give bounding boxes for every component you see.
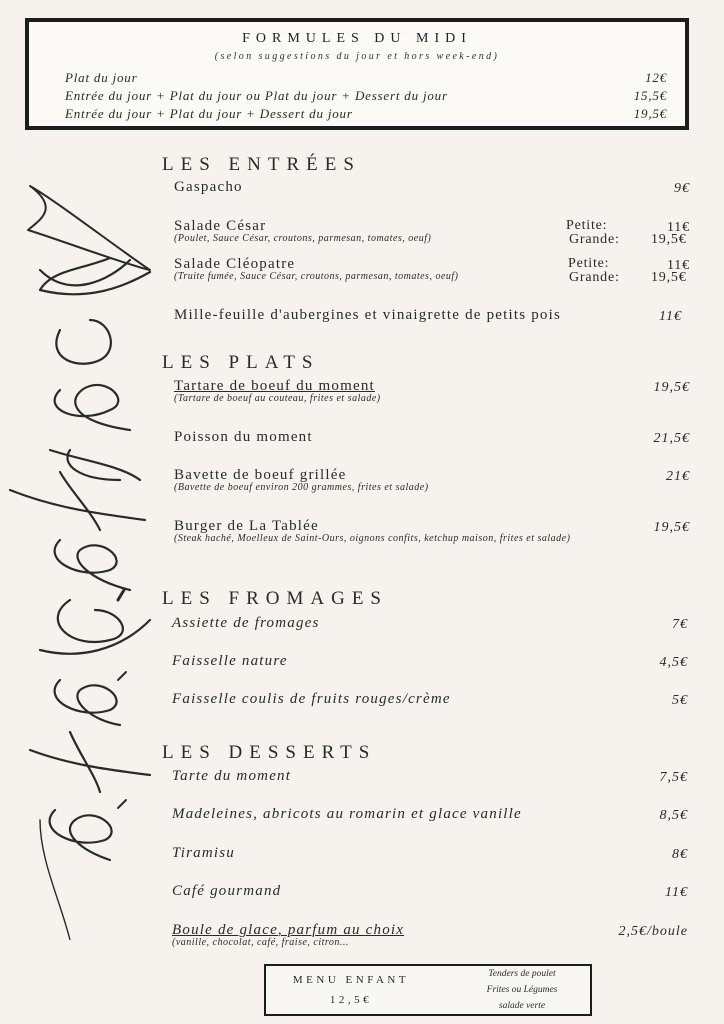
formules-box [25, 18, 689, 130]
item-price: 2,5€/boule [618, 924, 688, 939]
section-title-plats: LES PLATS [162, 352, 320, 373]
item-price: 21€ [666, 469, 690, 484]
item-description: (vanille, chocolat, café, fraise, citron... [172, 937, 349, 948]
item-description: (Poulet, Sauce César, croutons, parmesan, tomates, oeuf) [174, 233, 432, 244]
formule-price: 19,5€ [633, 106, 667, 121]
item-price: 4,5€ [659, 655, 688, 670]
section-title-fromages: LES FROMAGES [162, 588, 388, 609]
item-name: Faisselle nature [172, 653, 288, 669]
formule-label: Plat du jour [65, 70, 138, 85]
formule-row [65, 106, 667, 122]
item-price: 21,5€ [653, 431, 690, 446]
menu-item [174, 179, 694, 196]
formule-price: 12€ [645, 70, 667, 85]
section-title-desserts: LES DESSERTS [162, 742, 377, 763]
menu-enfant-line: Frites ou Légumes [486, 985, 558, 995]
formule-label: Entrée du jour + Plat du jour ou Plat du jour + Dessert du jour [65, 88, 448, 103]
item-name: Tartare de boeuf du moment [174, 378, 375, 394]
item-name: Burger de La Tablée [174, 518, 319, 534]
menu-item [172, 768, 692, 785]
item-description: (Bavette de boeuf environ 200 grammes, frites et salade) [174, 482, 429, 493]
item-price: 19,5€ [653, 520, 690, 535]
menu-enfant-line: Tenders de poulet [488, 969, 556, 979]
item-description: (Steak haché, Moelleux de Saint-Ours, oignons confits, ketchup maison, frites et salade) [174, 533, 571, 544]
menu-item [174, 467, 694, 493]
item-name: Tarte du moment [172, 768, 292, 784]
menu-item [174, 429, 694, 446]
script-title-graphic [0, 180, 160, 940]
item-name: Faisselle coulis de fruits rouges/crème [172, 691, 451, 707]
formule-row [65, 70, 667, 86]
item-description: (Truite fumée, Sauce César, croutons, parmesan, tomates, oeuf) [174, 271, 459, 282]
item-name: Mille-feuille d'aubergines et vinaigrette de petits pois [174, 307, 562, 323]
size-label-large: Grande: [569, 270, 620, 285]
menu-enfant-line: salade verte [498, 1001, 546, 1011]
item-name: Tiramisu [172, 845, 235, 861]
item-price: 8€ [672, 847, 688, 862]
size-label-small: Petite: [568, 256, 610, 271]
formule-label: Entrée du jour + Plat du jour + Dessert du jour [65, 106, 353, 121]
menu-item [172, 883, 692, 900]
menu-enfant-box [264, 964, 592, 1016]
formule-row [65, 88, 667, 104]
item-price: 8,5€ [659, 808, 688, 823]
menu-item [174, 378, 694, 404]
item-description: (Tartare de boeuf au couteau, frites et salade) [174, 393, 381, 404]
item-name: Gaspacho [174, 179, 243, 195]
item-price: 9€ [674, 181, 690, 196]
formule-price: 15,5€ [633, 88, 667, 103]
size-price-small: 11€ [667, 220, 690, 235]
item-price: 11€ [659, 309, 682, 324]
item-name: Assiette de fromages [172, 615, 320, 631]
section-title-entrees: LES ENTRÉES [162, 154, 361, 175]
size-label-small: Petite: [566, 218, 608, 233]
menu-item [172, 615, 692, 632]
menu-item [174, 518, 694, 544]
item-name: Bavette de boeuf grillée [174, 467, 347, 483]
item-name: Boule de glace, parfum au choix [172, 922, 405, 938]
formules-title: FORMULES DU MIDI [242, 31, 472, 46]
item-price: 7,5€ [659, 770, 688, 785]
size-label-large: Grande: [569, 232, 620, 247]
menu-item [172, 653, 692, 670]
formules-subtitle: (selon suggestions du jour et hors week-end) [214, 51, 500, 62]
item-price: 7€ [672, 617, 688, 632]
menu-item [174, 307, 684, 324]
menu-item [172, 845, 692, 862]
item-price: 5€ [672, 693, 688, 708]
item-price: 19,5€ [653, 380, 690, 395]
menu-item [172, 922, 692, 948]
item-price: 11€ [665, 885, 688, 900]
menu-item [172, 806, 692, 823]
size-price-small: 11€ [667, 258, 690, 273]
item-name: Salade César [174, 218, 267, 234]
item-name: Madeleines, abricots au romarin et glace vanille [172, 806, 522, 822]
item-name: Poisson du moment [174, 429, 313, 445]
item-name: Café gourmand [172, 883, 282, 899]
menu-enfant-price: 12,5€ [329, 994, 373, 1006]
size-price-large: 19,5€ [651, 232, 687, 247]
menu-item [172, 691, 692, 708]
item-name: Salade Cléopatre [174, 256, 296, 272]
menu-enfant-title: MENU ENFANT [292, 974, 410, 986]
size-price-large: 19,5€ [651, 270, 687, 285]
